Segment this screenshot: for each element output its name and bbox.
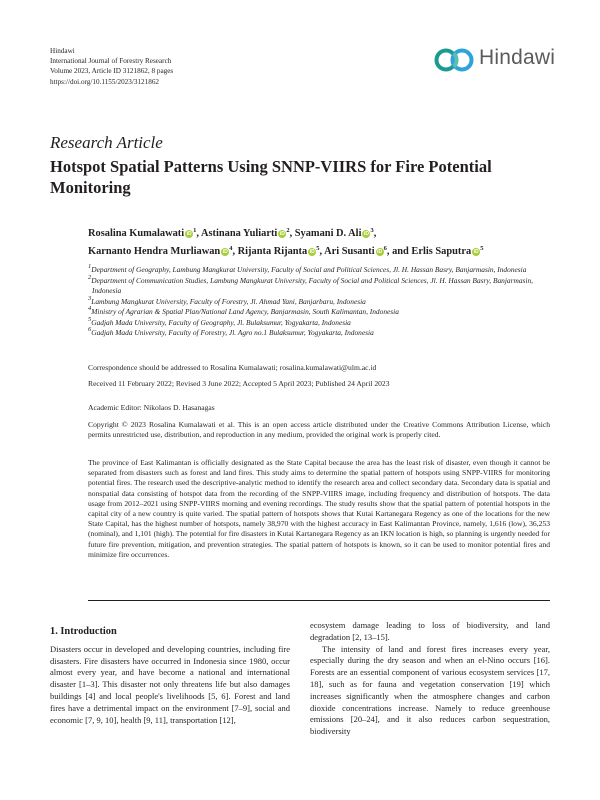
orcid-icon[interactable]: iD bbox=[309, 248, 315, 255]
author-entry[interactable]: Ari Susanti iD $^6$ bbox=[324, 244, 387, 257]
author-entry[interactable]: Karnanto Hendra Murliawan iD $^4$ bbox=[88, 244, 233, 257]
abstract-text: The province of East Kalimantan is officially designated as the State Capital because the area has the least risk of disaster, even though it cannot be separated from disasters such as forest and land fires. This study aims to determine the spatial pattern of hotspots using SNPP-VIIRS for monitoring potential fires. The research used the descriptive-analytic method to identify the research area and collect secondary data. Secondary data is spatial and nonspatial data consisting of hotspot data from the recording of the SNPP-VIIRS image, including frequency and distribution of hotspots. The data usage from 2012–2021 using SNPP-VIIRS morning and evening recordings. The study results show that the spatial pattern of potential hotspots in the capital city of a new country is quite varied. The spatial pattern of hotspots shows that Kutai Kartanegara Regency as one of the locations for the new State Capital, has the highest number of hotspots, namely 38,970 with the highest accuracy in East Kalimantan Province, namely, 1,616 (low), 36,253 (nominal), and 1,101 (high). The potential for fire disasters in Kutai Kartanegara Regency as an IKN location is high, so planning is urgently needed for future fire prevention, mitigation, and prevention strategies. The spatial pattern of hotspots is known, so it can be used to monitor potential fires and minimize fire occurrences. bbox=[88, 458, 550, 559]
orcid-icon[interactable]: iD bbox=[186, 231, 192, 237]
hindawi-logo-icon bbox=[433, 44, 477, 76]
affiliation: $^2$Department of Communication Studies, Lambung Mangkurat University, Faculty of Social and Political Sciences, Jl. H. Hassan Basry, Banjarmasin, Indonesia bbox=[88, 273, 533, 295]
author-list: Rosalina Kumalawati iD $^1$, Astinana Yuliarti iD $^2$, Syamani D. Ali iD $^3$, Karnanto Hendra Murliawan iD $^4$, Rijanta Rijanta iD $^5$, Ari Susanti iD $^6$, and Erlis Saputra iD $^5$ bbox=[88, 227, 484, 257]
affiliation: $^3$Lambung Mangkurat University, Faculty of Forestry, Jl. Ahmad Yani, Banjarbaru, Indonesia bbox=[88, 294, 366, 306]
author-entry[interactable]: Syamani D. Ali iD $^3$ bbox=[294, 227, 374, 239]
journal-name: International Journal of Forestry Research bbox=[50, 57, 172, 66]
doi-link[interactable]: https://doi.org/10.1155/2023/3121862 bbox=[50, 77, 160, 86]
paragraph: The intensity of land and forest fires increases every year, especially during the dry season and when an el-Nino occurs [16]. Forests are an essential component of various ecosystem services [17, 18], such as for fauna and vegetation conservation [19] which increases significantly when the atmosphere changes and carbon dioxide concentrations increase. Namely to reduce greenhouse emissions [20–24], and it also reduces carbon sequestration, biodiversity bbox=[310, 643, 550, 737]
author-entry[interactable]: Erlis Saputra iD $^5$ bbox=[411, 244, 484, 257]
orcid-icon[interactable]: iD bbox=[279, 231, 285, 237]
publisher-name: Hindawi bbox=[50, 47, 75, 55]
paragraph: Disasters occur in developed and developing countries, including fire disasters. Fire disasters have occurred in Indonesia since 1980, occur almost every year, and have become a national and international disaster [1–3]. This disaster not only threatens life but also damages buildings [4] and local people's livelihoods [5, 6]. Forest and land fires have a detrimental impact on the environment [7–9], social and economic [7, 9, 10], health [9, 11], transportation [12], bbox=[50, 643, 290, 725]
journal-meta bbox=[50, 46, 173, 87]
publication-dates: Received 11 February 2022; Revised 3 June 2022; Accepted 5 April 2023; Published 24 April 2023 bbox=[88, 379, 390, 388]
author-entry[interactable]: Rijanta Rijanta iD $^5$ bbox=[237, 244, 320, 257]
author-entry[interactable]: Rosalina Kumalawati iD $^1$ bbox=[88, 227, 197, 239]
section-divider bbox=[88, 600, 550, 601]
article-title: Hotspot Spatial Patterns Using SNNP-VIIRS for Fire Potential Monitoring bbox=[50, 157, 492, 197]
academic-editor: Academic Editor: Nikolaos D. Hasanagas bbox=[88, 403, 215, 412]
body-column-left bbox=[50, 626, 290, 726]
hindawi-logo bbox=[433, 44, 559, 76]
orcid-icon[interactable]: iD bbox=[222, 248, 228, 255]
affiliation-list bbox=[88, 265, 558, 339]
volume-info: Volume 2023, Article ID 3121862, 8 pages bbox=[50, 67, 174, 76]
correspondence-note: Correspondence should be addressed to Rosalina Kumalawati; rosalina.kumalawati@ulm.ac.id bbox=[88, 363, 377, 372]
article-type: Research Article bbox=[50, 133, 163, 152]
author-entry[interactable]: Astinana Yuliarti iD $^2$ bbox=[201, 227, 290, 239]
affiliation: $^5$Gadjah Mada University, Faculty of Geography, Jl. Bulaksumur, Yogyakarta, Indonesia bbox=[88, 315, 351, 327]
copyright-notice: Copyright © 2023 Rosalina Kumalawati et al. This is an open access article distributed under the Creative Commons Attribution License, which permits unrestricted use, distribution, and reproduction in any medium, provided the original work is properly cited. bbox=[88, 420, 550, 440]
orcid-icon[interactable]: iD bbox=[377, 248, 383, 255]
affiliation: $^6$Gadjah Mada University, Faculty of Forestry, Jl. Agro no.1 Bulaksumur, Yogyakarta, Indonesia bbox=[88, 326, 374, 337]
affiliation: $^1$Department of Geography, Lambung Mangkurat University, Faculty of Social and Political Sciences, Jl. H. Hassan Basry, Banjarmasin, Indonesia bbox=[88, 263, 527, 274]
body-column-right bbox=[310, 620, 550, 738]
hindawi-logo-text: Hindawi bbox=[479, 46, 556, 69]
affiliation: $^4$Ministry of Agrarian & Spatial Plan/National Land Agency, Banjarmasin, South Kalimantan, Indonesia bbox=[88, 305, 399, 316]
orcid-icon[interactable]: iD bbox=[473, 248, 479, 255]
paragraph: ecosystem damage leading to loss of biodiversity, and land degradation [2, 13–15]. bbox=[310, 620, 550, 642]
section-heading: 1. Introduction bbox=[50, 626, 117, 637]
orcid-icon[interactable]: iD bbox=[363, 231, 369, 237]
